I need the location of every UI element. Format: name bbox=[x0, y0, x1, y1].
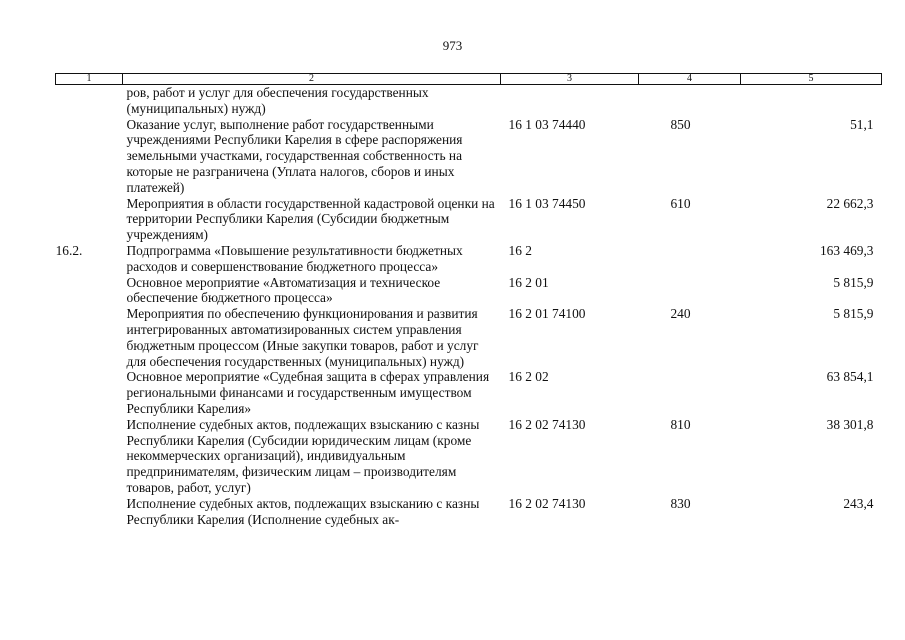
row-number bbox=[56, 417, 123, 496]
row-description: ров, работ и услуг для обеспечения государственных (муниципальных) нужд) bbox=[126, 85, 429, 116]
row-amount: 38 301,8 bbox=[826, 416, 874, 432]
row-expense-type bbox=[639, 369, 741, 416]
row-expense-type bbox=[639, 275, 741, 307]
row-number bbox=[56, 496, 123, 528]
row-amount: 5 815,9 bbox=[833, 274, 874, 290]
page-number: 973 bbox=[442, 38, 463, 53]
table-row bbox=[56, 275, 882, 307]
row-description: Исполнение судебных актов, подлежащих взысканию с казны Республики Карелия (Субсидии юридическим лицам (кроме некоммерческих организаций), индивидуальным предпринимателям, физическим лицам – производителям товаров, работ, услуг) bbox=[126, 416, 480, 495]
row-number bbox=[56, 369, 123, 416]
row-description: Мероприятия в области государственной кадастровой оценки на территории Республики Карелия (Субсидии бюджетным учреждениям) bbox=[126, 195, 495, 243]
table-row bbox=[56, 243, 882, 275]
row-description: Подпрограмма «Повышение результативности бюджетных расходов и совершенствование бюджетного процесса» bbox=[126, 242, 463, 274]
row-description: Исполнение судебных актов, подлежащих взысканию с казны Республики Карелия (Исполнение судебных ак- bbox=[126, 495, 480, 527]
header-col-1: 1 bbox=[56, 74, 123, 85]
row-target-code bbox=[501, 85, 639, 117]
table-row bbox=[56, 417, 882, 496]
row-number bbox=[56, 117, 123, 196]
row-number: 16.2. bbox=[55, 242, 83, 258]
row-amount: 5 815,9 bbox=[833, 306, 874, 322]
row-target-code: 16 2 01 74100 bbox=[508, 306, 586, 322]
row-target-code: 16 2 02 bbox=[508, 369, 549, 385]
row-target-code: 16 2 02 74130 bbox=[508, 416, 586, 432]
table-row bbox=[56, 369, 882, 416]
row-number bbox=[56, 196, 123, 243]
row-description: Мероприятия по обеспечению функционирования и развития интегрированных автоматизированных систем управления бюджетным процессом (Иные закупки товаров, работ и услуг для обеспечения государственных (муниципальных) нужд) bbox=[126, 306, 479, 369]
row-expense-type: 850 bbox=[670, 116, 691, 132]
row-expense-type: 810 bbox=[670, 416, 691, 432]
table-row bbox=[56, 196, 882, 243]
header-col-4: 4 bbox=[639, 74, 741, 85]
row-expense-type: 240 bbox=[670, 306, 691, 322]
table-row bbox=[56, 85, 882, 117]
header-col-3: 3 bbox=[501, 74, 639, 85]
header-col-2: 2 bbox=[123, 74, 501, 85]
row-target-code: 16 2 01 bbox=[508, 274, 549, 290]
row-amount bbox=[741, 85, 882, 117]
table-row bbox=[56, 117, 882, 196]
row-amount: 163 469,3 bbox=[819, 242, 874, 258]
row-target-code: 16 2 bbox=[508, 242, 532, 258]
row-expense-type: 830 bbox=[670, 495, 691, 511]
table-header bbox=[56, 74, 882, 85]
table-row bbox=[56, 496, 882, 528]
row-number bbox=[56, 306, 123, 369]
row-amount: 51,1 bbox=[850, 116, 874, 132]
row-amount: 243,4 bbox=[843, 495, 874, 511]
row-amount: 22 662,3 bbox=[826, 195, 874, 211]
row-number bbox=[56, 85, 123, 117]
row-expense-type: 610 bbox=[670, 195, 691, 211]
row-target-code: 16 2 02 74130 bbox=[508, 495, 586, 511]
budget-table bbox=[55, 73, 882, 527]
table-row bbox=[56, 306, 882, 369]
row-number bbox=[56, 275, 123, 307]
row-target-code: 16 1 03 74440 bbox=[508, 116, 586, 132]
header-row bbox=[56, 74, 882, 85]
row-amount: 63 854,1 bbox=[826, 369, 874, 385]
header-col-5: 5 bbox=[741, 74, 882, 85]
row-description: Основное мероприятие «Судебная защита в сферах управления региональными финансами и государственным имуществом Республики Карелия» bbox=[126, 369, 490, 416]
row-description: Основное мероприятие «Автоматизация и техническое обеспечение бюджетного процесса» bbox=[126, 274, 441, 306]
row-expense-type bbox=[639, 243, 741, 275]
row-description: Оказание услуг, выполнение работ государственными учреждениями Республики Карелия в сфере распоряжения земельными участками, государственная собственность на которые не разграничена (Уплата налогов, сборов и иных платежей) bbox=[126, 116, 463, 195]
table-body bbox=[56, 85, 882, 528]
row-target-code: 16 1 03 74450 bbox=[508, 195, 586, 211]
row-expense-type bbox=[639, 85, 741, 117]
